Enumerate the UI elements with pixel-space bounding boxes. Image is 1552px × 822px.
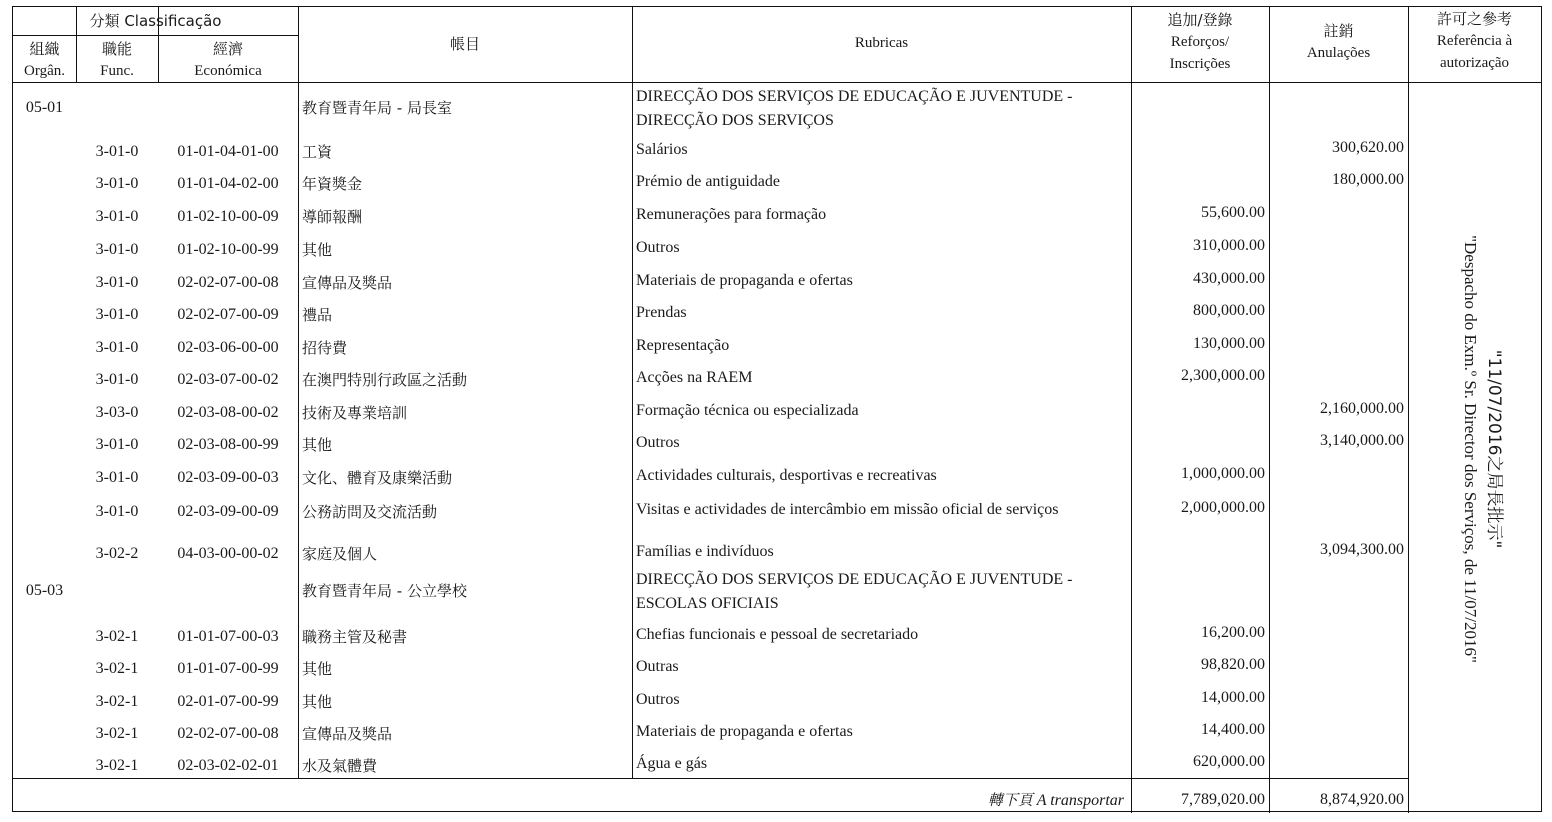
cell-econ: 02-02-07-00-08	[177, 274, 279, 291]
cell-rubrica	[636, 85, 1130, 133]
cell-rubrica-line1: Prendas	[636, 304, 687, 321]
cell-reforco: 55,600.00	[1201, 204, 1265, 221]
cell-rubrica-line1: Visitas e actividades de intercâmbio em missão oficial de serviços	[636, 501, 1059, 518]
cell-rubrica-line1: Chefias funcionais e pessoal de secretariado	[636, 626, 919, 643]
cell-rubrica	[636, 272, 1130, 290]
cell-reforco: 620,000.00	[1193, 753, 1265, 770]
cell-account-zh: 其他	[302, 660, 333, 678]
header-reference-pt1: Referência à	[1436, 33, 1513, 49]
header-reference-pt2: autorização	[1439, 55, 1510, 71]
cell-reforco: 2,300,000.00	[1181, 367, 1265, 384]
footer-label-pt: A transportar	[1036, 792, 1124, 809]
cell-econ: 01-01-07-00-03	[177, 628, 279, 645]
cell-rubrica	[636, 568, 1130, 616]
cell-func: 3-01-0	[95, 503, 139, 520]
cell-anulacao: 300,620.00	[1332, 139, 1404, 156]
cell-account-zh: 文化、體育及康樂活動	[302, 469, 453, 487]
cell-func: 3-01-0	[95, 306, 139, 323]
cell-rubrica-line1: Outros	[636, 691, 680, 708]
cell-reforco: 800,000.00	[1193, 302, 1265, 319]
cell-rubrica-line1: Salários	[636, 141, 688, 158]
cell-func: 3-01-0	[95, 241, 139, 258]
cell-func: 3-03-0	[95, 404, 139, 421]
cell-account-zh: 工資	[302, 143, 333, 161]
header-reforco-zh: 追加/登錄	[1167, 11, 1233, 29]
header-func-pt: Func.	[100, 63, 134, 79]
cell-organ: 05-01	[25, 99, 64, 116]
cell-econ: 02-01-07-00-99	[177, 693, 279, 710]
cell-econ: 01-02-10-00-09	[177, 208, 279, 225]
cell-rubrica-line1: DIRECÇÃO DOS SERVIÇOS DE EDUCAÇÃO E JUVENTUDE -	[636, 88, 1073, 105]
cell-reforco: 130,000.00	[1193, 335, 1265, 352]
cell-organ: 05-03	[25, 582, 64, 599]
header-econ	[158, 38, 298, 82]
cell-rubrica-line1: Materiais de propaganda e ofertas	[636, 723, 853, 740]
cell-account-zh: 其他	[302, 436, 333, 454]
cell-econ: 01-01-04-02-00	[177, 175, 279, 192]
cell-rubrica-line1: Outros	[636, 239, 680, 256]
col-divider-econ	[298, 7, 299, 778]
cell-account-zh: 職務主管及秘書	[302, 628, 408, 646]
cell-econ: 02-03-07-00-02	[177, 371, 279, 388]
cell-func: 3-02-1	[95, 757, 139, 774]
header-reforco-pt1: Reforços/	[1170, 34, 1230, 50]
header-reforco	[1131, 9, 1269, 75]
header-func	[76, 38, 158, 82]
authorization-reference-zh: "11/07/2016之局長批示"	[1484, 349, 1504, 549]
cell-econ: 01-02-10-00-99	[177, 241, 279, 258]
cell-rubrica	[636, 501, 1130, 519]
cell-account-zh: 宣傳品及獎品	[302, 725, 393, 743]
cell-func: 3-01-0	[95, 339, 139, 356]
cell-econ: 04-03-00-00-02	[177, 545, 279, 562]
cell-func: 3-01-0	[95, 274, 139, 291]
cell-rubrica-line1: Actividades culturais, desportivas e recreativas	[636, 467, 937, 484]
cell-reforco: 14,000.00	[1201, 689, 1265, 706]
cell-rubrica	[636, 691, 1130, 709]
cell-rubrica-line1: Outros	[636, 434, 680, 451]
cell-rubrica-line2: ESCOLAS OFICIAIS	[636, 595, 779, 612]
footer-top-rule	[13, 778, 1408, 779]
cell-anulacao: 180,000.00	[1332, 171, 1404, 188]
cell-reforco: 14,400.00	[1201, 721, 1265, 738]
cell-account-zh: 其他	[302, 693, 333, 711]
header-classification: 分類 Classificação	[89, 12, 222, 30]
cell-econ: 02-03-08-00-99	[177, 436, 279, 453]
header-anulacao-zh: 註銷	[1323, 22, 1354, 40]
footer-total-anulacao: 8,874,920.00	[1320, 791, 1404, 808]
header-econ-pt: Económica	[194, 63, 262, 79]
cell-econ: 02-03-06-00-00	[177, 339, 279, 356]
cell-account-zh: 技術及專業培訓	[302, 404, 408, 422]
cell-account-zh: 公務訪問及交流活動	[302, 503, 438, 521]
cell-func: 3-01-0	[95, 371, 139, 388]
cell-reforco: 1,000,000.00	[1181, 465, 1265, 482]
cell-reforco: 98,820.00	[1201, 656, 1265, 673]
cell-func: 3-01-0	[95, 436, 139, 453]
cell-rubrica	[636, 304, 1130, 322]
footer-label-zh: 轉下頁	[987, 791, 1033, 809]
cell-account-zh: 年資獎金	[302, 175, 363, 193]
header-reference	[1408, 8, 1541, 74]
cell-reforco: 16,200.00	[1201, 624, 1265, 641]
cell-econ: 02-02-07-00-08	[177, 725, 279, 742]
cell-econ: 01-01-07-00-99	[177, 660, 279, 677]
cell-account-zh: 招待費	[302, 339, 348, 357]
header-anulacao	[1269, 20, 1408, 64]
cell-rubrica-line1: DIRECÇÃO DOS SERVIÇOS DE EDUCAÇÃO E JUVENTUDE -	[636, 571, 1073, 588]
header-anulacao-pt: Anulações	[1306, 45, 1371, 61]
cell-reforco: 430,000.00	[1193, 270, 1265, 287]
cell-anulacao: 3,140,000.00	[1320, 432, 1404, 449]
cell-rubrica	[636, 723, 1130, 741]
cell-rubrica-line1: Materiais de propaganda e ofertas	[636, 272, 853, 289]
cell-account-zh: 教育暨青年局 - 局長室	[302, 99, 452, 117]
cell-account-zh: 教育暨青年局 - 公立學校	[302, 582, 467, 600]
cell-func: 3-02-1	[95, 693, 139, 710]
cell-func: 3-02-2	[95, 545, 139, 562]
col-divider-account	[632, 7, 633, 778]
cell-rubrica	[636, 239, 1130, 257]
cell-rubrica	[636, 434, 1130, 452]
cell-func: 3-02-1	[95, 628, 139, 645]
cell-rubrica	[636, 755, 1130, 773]
cell-account-zh: 宣傳品及獎品	[302, 274, 393, 292]
header-func-zh: 職能	[101, 40, 132, 58]
cell-rubrica-line1: Famílias e indivíduos	[636, 543, 774, 560]
cell-account-zh: 水及氣體費	[302, 757, 378, 775]
cell-rubrica-line1: Acções na RAEM	[636, 369, 753, 386]
header-account: 帳目	[449, 35, 480, 53]
cell-rubrica-line1: Representação	[636, 337, 730, 354]
header-organ-zh: 組織	[29, 40, 60, 58]
cell-rubrica	[636, 337, 1130, 355]
header-rubricas: Rubricas	[854, 35, 909, 51]
cell-rubrica	[636, 206, 1130, 224]
budget-table	[12, 6, 1542, 812]
footer-label	[632, 791, 1124, 810]
footer-total-reforco: 7,789,020.00	[1181, 791, 1265, 808]
cell-func: 3-02-1	[95, 660, 139, 677]
cell-econ: 01-01-04-01-00	[177, 143, 279, 160]
cell-func: 3-01-0	[95, 143, 139, 160]
header-organ	[13, 38, 76, 82]
cell-func: 3-01-0	[95, 175, 139, 192]
cell-account-zh: 在澳門特別行政區之活動	[302, 371, 468, 389]
cell-econ: 02-02-07-00-09	[177, 306, 279, 323]
cell-rubrica-line2: DIRECÇÃO DOS SERVIÇOS	[636, 112, 834, 129]
cell-econ: 02-03-09-00-03	[177, 469, 279, 486]
cell-account-zh: 禮品	[302, 306, 333, 324]
cell-reforco: 310,000.00	[1193, 237, 1265, 254]
header-econ-zh: 經濟	[212, 40, 243, 58]
cell-account-zh: 其他	[302, 241, 333, 259]
cell-rubrica	[636, 173, 1130, 191]
cell-rubrica-line1: Prémio de antiguidade	[636, 173, 780, 190]
cell-func: 3-01-0	[95, 469, 139, 486]
header-bottom-rule	[13, 82, 1541, 83]
cell-rubrica	[636, 467, 1130, 485]
cell-func: 3-01-0	[95, 208, 139, 225]
cell-rubrica-line1: Remunerações para formação	[636, 206, 827, 223]
authorization-reference	[1458, 235, 1506, 663]
header-reference-zh: 許可之參考	[1436, 10, 1512, 28]
cell-account-zh: 家庭及個人	[302, 545, 378, 563]
header-classification-divider	[13, 35, 298, 36]
cell-rubrica	[636, 658, 1130, 676]
cell-rubrica-line1: Outras	[636, 658, 679, 675]
cell-rubrica-line1: Formação técnica ou especializada	[636, 402, 859, 419]
cell-econ: 02-03-02-02-01	[177, 757, 279, 774]
cell-anulacao: 3,094,300.00	[1320, 541, 1404, 558]
cell-func: 3-02-1	[95, 725, 139, 742]
cell-rubrica	[636, 543, 1130, 561]
authorization-reference-pt: "Despacho do Exm.º Sr. Director dos Serviços, de 11/07/2016"	[1461, 235, 1480, 663]
cell-rubrica	[636, 626, 1130, 644]
cell-rubrica	[636, 141, 1130, 159]
cell-account-zh: 導師報酬	[302, 208, 363, 226]
header-reforco-pt2: Inscrições	[1169, 56, 1231, 72]
cell-anulacao: 2,160,000.00	[1320, 400, 1404, 417]
cell-rubrica	[636, 369, 1130, 387]
cell-rubrica-line1: Água e gás	[636, 755, 708, 772]
header-organ-pt: Orgân.	[24, 63, 65, 79]
cell-econ: 02-03-09-00-09	[177, 503, 279, 520]
cell-rubrica	[636, 402, 1130, 420]
cell-reforco: 2,000,000.00	[1181, 499, 1265, 516]
cell-econ: 02-03-08-00-02	[177, 404, 279, 421]
col-divider-anulacao	[1408, 7, 1409, 813]
